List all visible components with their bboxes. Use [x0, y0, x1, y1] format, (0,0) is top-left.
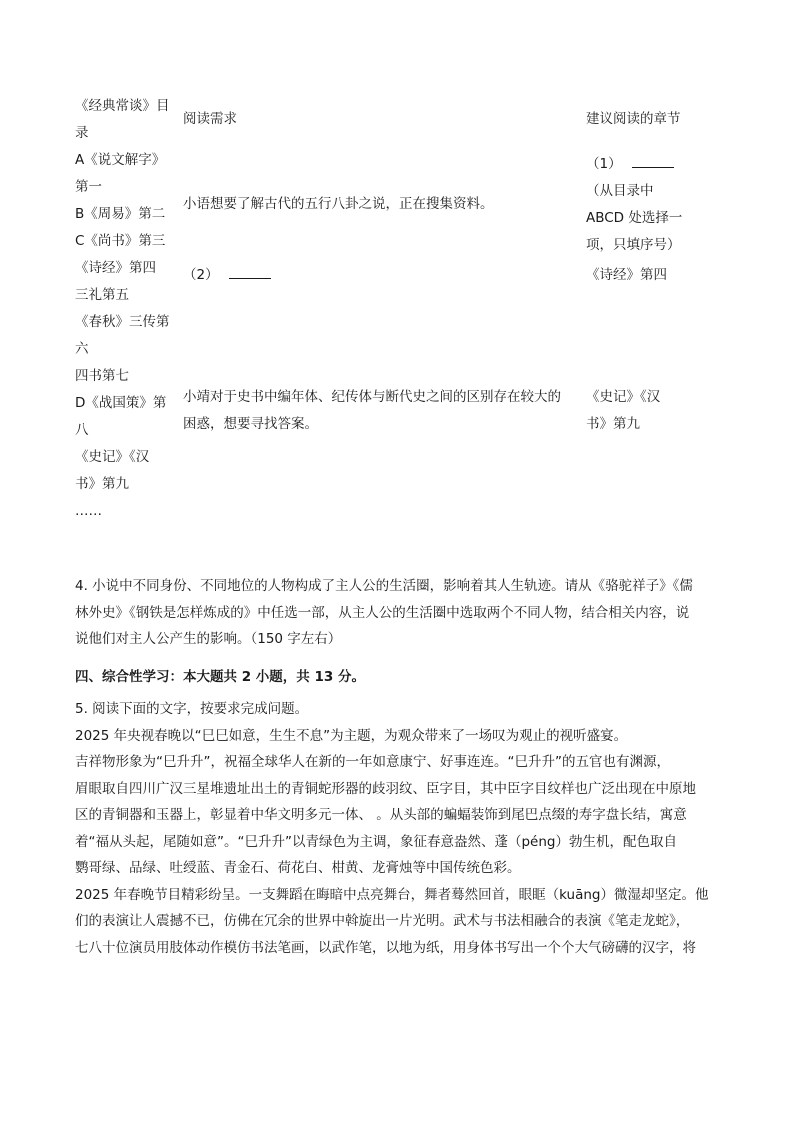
answer-blank-1[interactable]	[632, 153, 674, 168]
row3-chapter	[586, 384, 696, 438]
question-5-line: 2025 年央视春晚以“巳巳如意，生生不息”为主题，为观众带来了一场叹为观止的视听盛宴。	[75, 727, 628, 744]
catalog-line: 《经典常谈》目	[75, 98, 170, 114]
catalog-line: 书》第九	[75, 476, 129, 492]
row1-chapter-note: 项，只填序号）	[586, 237, 681, 253]
row3-need-line: 困惑，想要寻找答案。	[183, 416, 318, 432]
question-5-line: 七八十位演员用肢体动作模仿书法笔画，以武作笔，以地为纸，用身体书写出一个个大气磅礴的汉字，将	[75, 939, 696, 956]
question-5-intro: 5. 阅读下面的文字，按要求完成问题。	[75, 701, 309, 717]
answer-blank-2[interactable]	[229, 264, 271, 279]
row1-chapter-answer	[586, 151, 696, 178]
row3-chapter-line: 书》第九	[586, 416, 640, 432]
catalog-line: 四书第七	[75, 368, 129, 384]
catalog-line: 六	[75, 341, 89, 357]
row2-chapter	[586, 262, 696, 289]
catalog-line: 八	[75, 422, 89, 438]
catalog-line: 《史记》《汉	[75, 449, 150, 465]
question-5-line: 们的表演让人震撼不已，仿佛在冗余的世界中斡旋出一片光明。武术与书法相融合的表演《笔走龙蛇》，	[75, 913, 690, 929]
catalog-line: 三礼第五	[75, 287, 129, 303]
catalog-line: 《诗经》第四	[75, 260, 156, 276]
question-4	[75, 573, 720, 653]
header-need: 阅读需求	[183, 111, 237, 127]
row2-chapter-text: 《诗经》第四	[586, 267, 667, 283]
catalog-column	[75, 93, 179, 525]
catalog-line: A《说文解字》	[75, 152, 166, 168]
row3-need-line: 小靖对于史书中编年体、纪传体与断代史之间的区别存在较大的	[183, 389, 561, 405]
row1-chapter	[586, 151, 696, 259]
question-5-line: 区的青铜器和玉器上，彰显着中华文明多元一体、 。从头部的蝙蝠装饰到尾巴点缀的寿字盘长结，寓意	[75, 807, 687, 823]
question-5-line: 2025 年春晚节目精彩纷呈。一支舞蹈在晦暗中点亮舞台，舞者蓦然回首，眼眶（kuāng）微湿却坚定。他	[75, 886, 709, 903]
question-5-line: 吉祥物形象为“巳升升”，祝福全球华人在新的一年如意康宁、好事连连。“巳升升”的五官也有渊源，	[75, 754, 670, 770]
catalog-line: 《春秋》三传第	[75, 314, 170, 330]
catalog-line: D《战国策》第	[75, 395, 167, 411]
row1-chapter-note: （从目录中	[586, 183, 654, 199]
row1-chapter-note: ABCD 处选择一	[586, 210, 683, 226]
catalog-line: 第一	[75, 179, 102, 195]
row1-chapter-prefix: （1）	[586, 156, 622, 172]
catalog-line: C《尚书》第三	[75, 233, 166, 249]
catalog-line: B《周易》第二	[75, 206, 166, 222]
question-5-line: 着“福从头起，尾随如意”。“巳升升”以青绿色为主调，象征春意盎然、蓬（péng）勃生机，配色取自	[75, 833, 677, 850]
question-5-line: 眉眼取自四川广汉三星堆遗址出土的青铜蛇形器的歧羽纹、臣字目，其中臣字目纹样也广泛出现在中原地	[75, 780, 696, 797]
question-5	[75, 696, 720, 961]
row3-chapter-line: 《史记》《汉	[586, 389, 661, 405]
question-4-line: 4. 小说中不同身份、不同地位的人物构成了主人公的生活圈，影响着其人生轨迹。请从《骆驼祥子》《儒	[75, 578, 693, 594]
catalog-line: 录	[75, 125, 89, 141]
row2-need	[183, 262, 271, 289]
question-4-line: 说他们对主人公产生的影响。（150 字左右）	[75, 631, 342, 647]
row1-need: 小语想要了解古代的五行八卦之说，正在搜集资料。	[183, 196, 494, 212]
section-heading: 四、综合性学习：本大题共 2 小题，共 13 分。	[75, 669, 365, 685]
catalog-line: ……	[75, 503, 102, 519]
row2-need-prefix: （2）	[183, 267, 219, 283]
question-5-line: 鹦哥绿、品绿、吐绶蓝、青金石、荷花白、柑黄、龙膏烛等中国传统色彩。	[75, 860, 521, 876]
header-chapter	[586, 106, 696, 133]
header-chapter-label: 建议阅读的章节	[586, 111, 681, 127]
question-4-line: 林外史》《钢铁是怎样炼成的》中任选一部，从主人公的生活圈中选取两个不同人物，结合相关内容，说	[75, 604, 690, 621]
row3-need	[183, 384, 561, 438]
